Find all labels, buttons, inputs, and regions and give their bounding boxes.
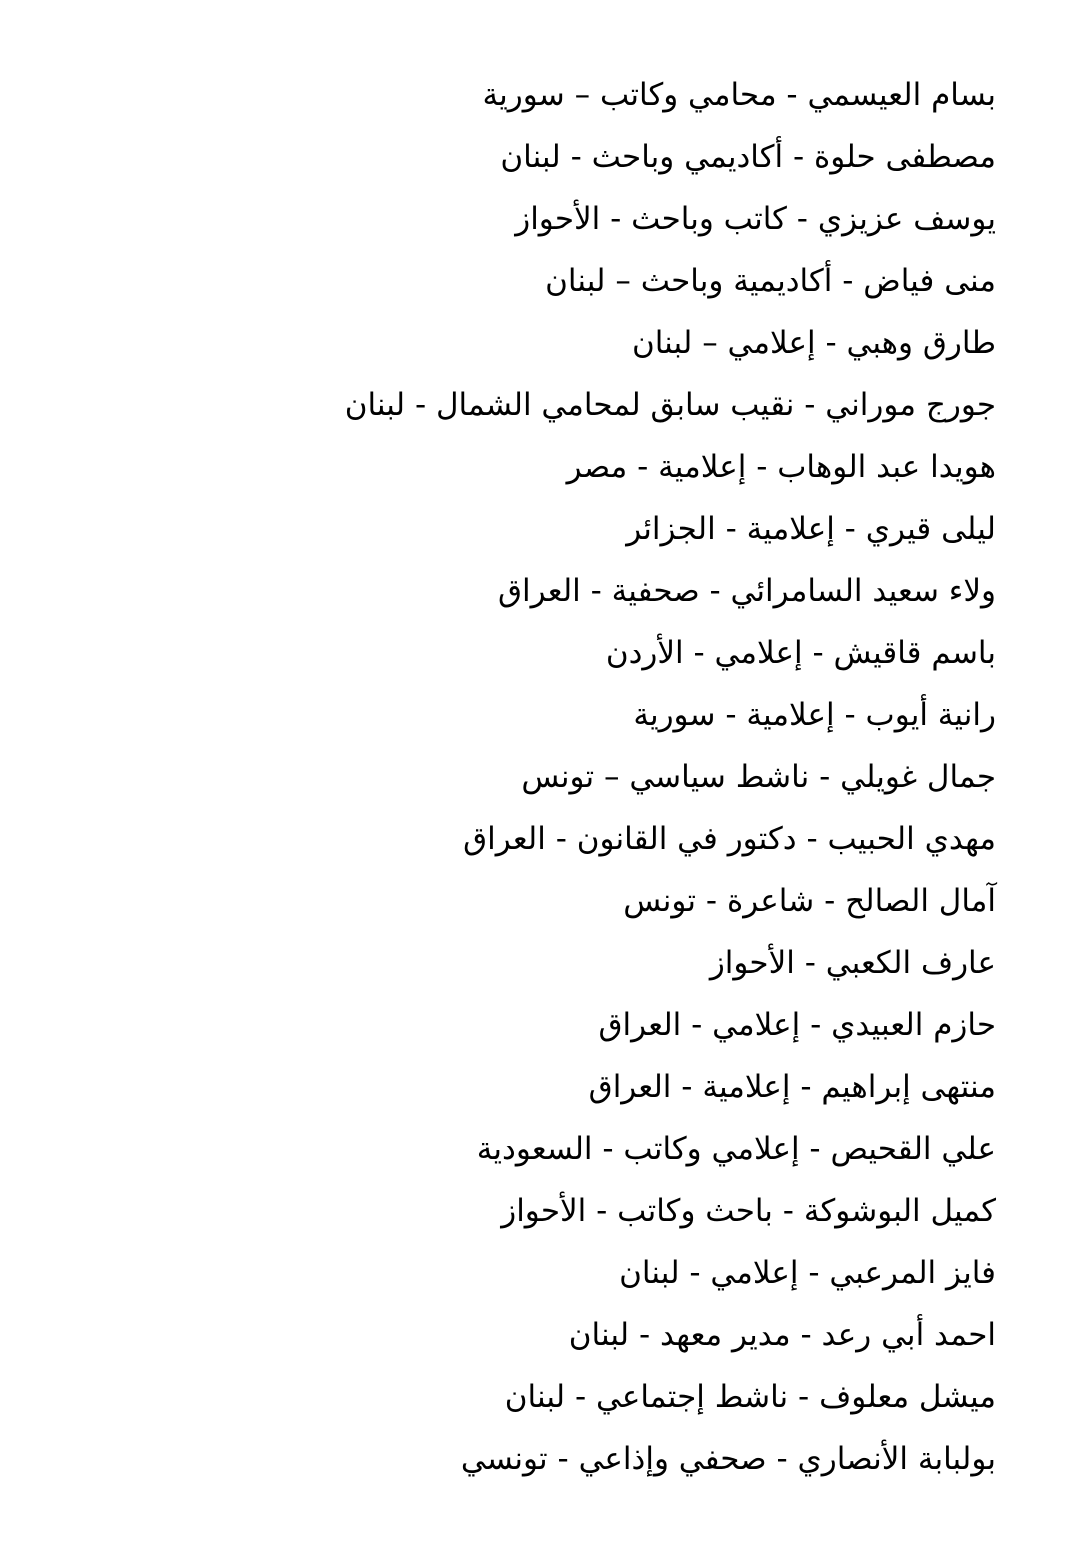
list-item: طارق وهبي - إعلامي – لبنان — [631, 325, 996, 361]
list-item: ليلى قيري - إعلامية - الجزائر — [626, 511, 996, 547]
list-item: ولاء سعيد السامرائي - صحفية - العراق — [498, 573, 996, 609]
list-item: يوسف عزيزي - كاتب وباحث - الأحواز — [515, 201, 996, 237]
list-item: بولبابة الأنصاري - صحفي وإذاعي - تونسي — [460, 1441, 996, 1477]
list-item: مصطفى حلوة - أكاديمي وباحث - لبنان — [500, 139, 996, 175]
list-item: جورج موراني - نقيب سابق لمحامي الشمال - لبنان — [344, 387, 996, 423]
list-item: فايز المرعبي - إعلامي - لبنان — [619, 1255, 996, 1291]
list-item: ميشل معلوف - ناشط إجتماعي - لبنان — [504, 1379, 996, 1415]
list-item: علي القحيص - إعلامي وكاتب - السعودية — [476, 1131, 996, 1167]
list-item: كميل البوشوكة - باحث وكاتب - الأحواز — [501, 1193, 996, 1229]
list-item: رانية أيوب - إعلامية - سورية — [633, 697, 996, 733]
list-item: آمال الصالح - شاعرة - تونس — [623, 883, 996, 919]
list-item: منى فياض - أكاديمية وباحث – لبنان — [545, 263, 996, 299]
participants-list — [296, 64, 996, 1490]
list-item: منتهى إبراهيم - إعلامية - العراق — [588, 1069, 996, 1105]
list-item: عارف الكعبي - الأحواز — [709, 945, 996, 981]
list-item: مهدي الحبيب - دكتور في القانون - العراق — [463, 821, 996, 857]
list-item: احمد أبي رعد - مدير معهد - لبنان — [568, 1317, 996, 1353]
list-item: هويدا عبد الوهاب - إعلامية - مصر — [566, 449, 996, 485]
list-item: حازم العبيدي - إعلامي - العراق — [598, 1007, 996, 1043]
list-item: باسم قاقيش - إعلامي - الأردن — [605, 635, 996, 671]
list-item: بسام العيسمي - محامي وكاتب – سورية — [482, 77, 996, 113]
list-item: جمال غويلي - ناشط سياسي – تونس — [521, 759, 996, 795]
